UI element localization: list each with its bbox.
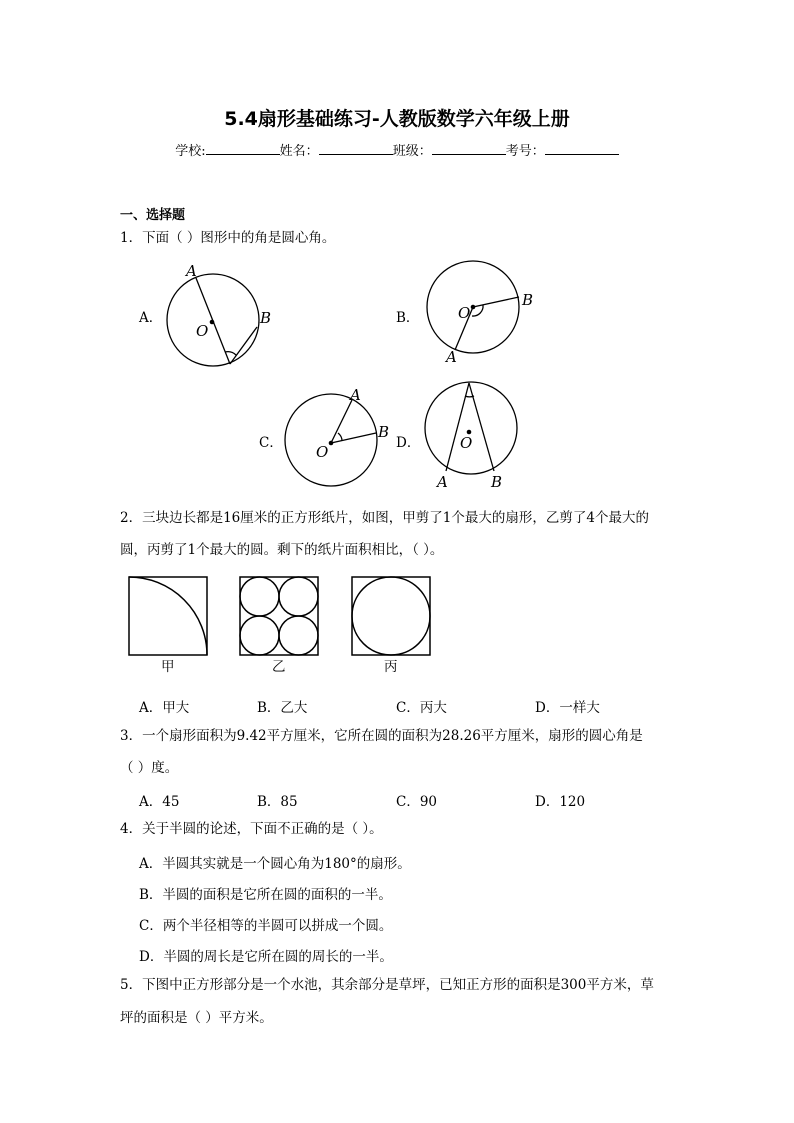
q2-label-jia: 甲	[161, 659, 175, 675]
q3-option-b: B．85	[257, 794, 298, 810]
exam-no-label: 考号：	[505, 144, 545, 159]
page-title: 5.4扇形基础练习-人教版数学六年级上册	[224, 108, 570, 130]
q1d-label-o: O	[460, 434, 473, 452]
q1d-label-a: A	[437, 473, 448, 491]
question-5-line-2: 坪的面积是（ ）平方米。	[120, 1010, 273, 1026]
q2-label-yi: 乙	[272, 659, 286, 675]
q1a-label-a: A	[186, 262, 197, 280]
class-label: 班级：	[392, 144, 432, 159]
question-4-text: 4．关于半圆的论述，下面不正确的是（ ）。	[120, 821, 383, 837]
q1d-label-b: B	[491, 473, 503, 491]
q2-option-d: D．一样大	[535, 700, 600, 716]
q2-option-a: A．甲大	[139, 700, 190, 716]
q2-figure-jia	[129, 577, 207, 655]
q1-figure-c	[285, 394, 377, 486]
q4-option-a: A．半圆其实就是一个圆心角为180°的扇形。	[139, 856, 411, 872]
q2-label-bing: 丙	[384, 659, 398, 675]
q1-option-a: A．	[139, 310, 163, 326]
name-label: 姓名：	[279, 144, 319, 159]
q1c-label-b: B	[378, 423, 390, 441]
q1-option-b: B．	[396, 310, 420, 326]
question-3-line-1: 3．一个扇形面积为9.42平方厘米，它所在圆的面积为28.26平方厘米，扇形的圆心角是	[120, 728, 643, 744]
q1c-label-a: A	[350, 386, 361, 404]
q2-figure-yi	[240, 577, 318, 655]
q1b-label-o: O	[458, 304, 471, 322]
q1c-label-o: O	[316, 443, 329, 461]
q4-option-d: D．半圆的周长是它所在圆的周长的一半。	[139, 949, 393, 965]
q4-option-b: B．半圆的面积是它所在圆的面积的一半。	[139, 887, 392, 903]
q1-figures	[0, 0, 794, 520]
q1-option-d: D．	[396, 435, 421, 451]
question-5-line-1: 5．下图中正方形部分是一个水池，其余部分是草坪，已知正方形的面积是300平方米，草	[120, 977, 654, 993]
question-2-line-2: 圆，丙剪了1个最大的圆。剩下的纸片面积相比，（ ）。	[120, 542, 444, 558]
q3-option-d: D．120	[535, 794, 586, 810]
q3-option-c: C．90	[396, 794, 438, 810]
q1b-label-a: A	[446, 348, 457, 366]
q1a-label-o: O	[196, 322, 209, 340]
question-2-line-1: 2．三块边长都是16厘米的正方形纸片，如图，甲剪了1个最大的扇形，乙剪了4个最大的	[120, 510, 649, 526]
q1-figure-a	[167, 274, 259, 366]
q1-figure-d	[425, 382, 517, 474]
q1-figure-b	[427, 261, 519, 353]
question-3-line-2: （ ）度。	[120, 760, 179, 776]
q2-figure-bing	[352, 577, 430, 655]
q4-option-c: C．两个半径相等的半圆可以拼成一个圆。	[139, 918, 393, 934]
school-label: 学校:	[175, 144, 206, 159]
q1b-label-b: B	[522, 291, 534, 309]
q2-option-c: C．丙大	[396, 700, 447, 716]
q3-option-a: A．45	[139, 794, 180, 810]
question-1-text: 1．下面（ ）图形中的角是圆心角。	[120, 230, 336, 246]
q2-option-b: B．乙大	[257, 700, 308, 716]
q1a-label-b: B	[260, 309, 272, 327]
q1-option-c: C．	[259, 435, 283, 451]
section-heading: 一、选择题	[120, 208, 186, 223]
